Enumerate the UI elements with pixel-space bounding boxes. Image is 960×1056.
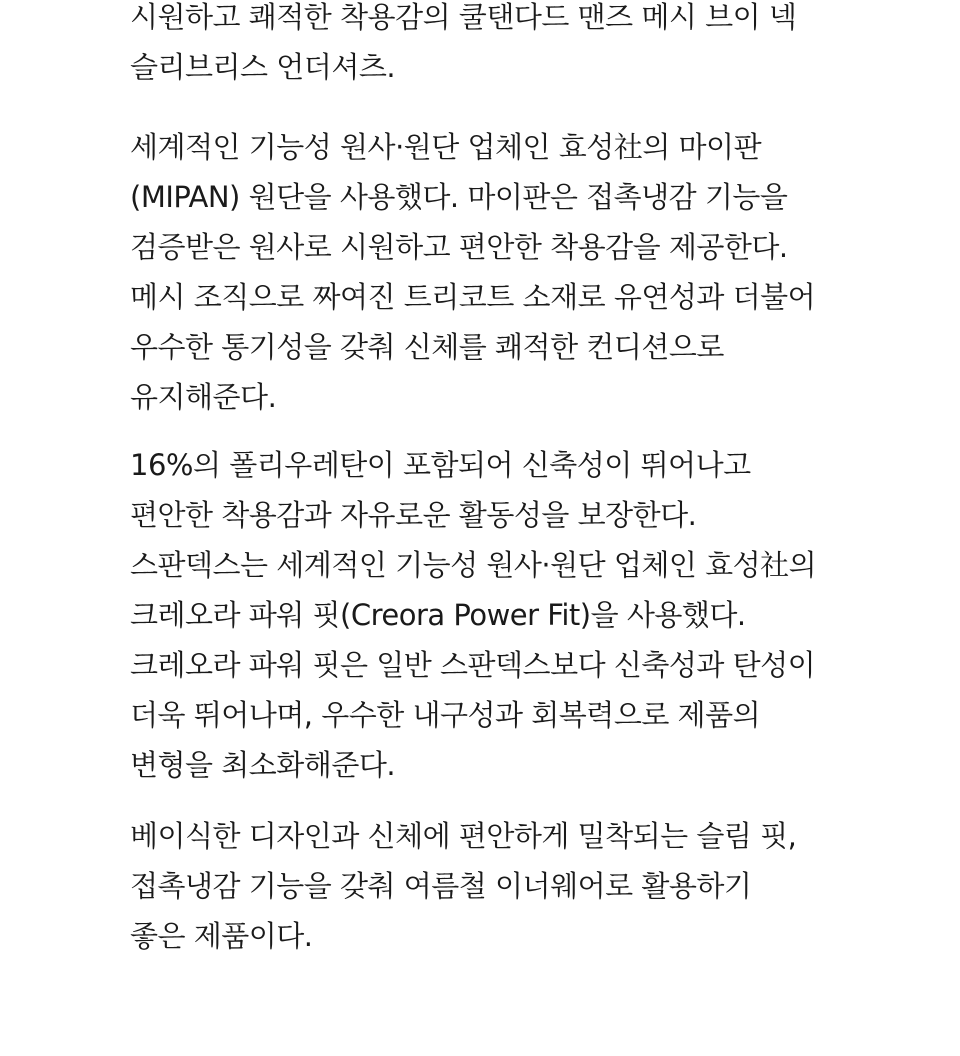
text-line: 편안한 착용감과 자유로운 활동성을 보장한다.	[130, 498, 697, 532]
text-line: 더욱 뛰어나며, 우수한 내구성과 회복력으로 제품의	[130, 698, 761, 732]
text-line: 슬리브리스 언더셔츠.	[130, 50, 396, 84]
text-line: 세계적인 기능성 원사·원단 업체인 효성社의 마이판	[130, 130, 762, 164]
text-line: (MIPAN) 원단을 사용했다. 마이판은 접촉냉감 기능을	[130, 180, 788, 214]
text-line: 베이식한 디자인과 신체에 편안하게 밀착되는 슬림 핏,	[130, 819, 797, 853]
fit-paragraph	[130, 811, 796, 961]
text-line: 메시 조직으로 짜여진 트리코트 소재로 유연성과 더불어	[130, 280, 816, 314]
fabric-paragraph	[130, 122, 815, 422]
stretch-paragraph	[130, 440, 816, 790]
text-line: 크레오라 파워 핏(Creora Power Fit)을 사용했다.	[130, 598, 746, 632]
text-line: 우수한 통기성을 갖춰 신체를 쾌적한 컨디션으로	[130, 330, 724, 364]
intro-paragraph	[130, 0, 796, 92]
text-line: 검증받은 원사로 시원하고 편안한 착용감을 제공한다.	[130, 230, 788, 264]
text-line: 16%의 폴리우레탄이 포함되어 신축성이 뛰어나고	[130, 448, 751, 482]
text-line: 유지해준다.	[130, 380, 277, 414]
text-line: 크레오라 파워 핏은 일반 스판덱스보다 신축성과 탄성이	[130, 648, 816, 682]
text-line: 좋은 제품이다.	[130, 919, 313, 953]
text-line: 접촉냉감 기능을 갖춰 여름철 이너웨어로 활용하기	[130, 869, 752, 903]
text-line: 변형을 최소화해준다.	[130, 748, 396, 782]
text-line: 스판덱스는 세계적인 기능성 원사·원단 업체인 효성社의	[130, 548, 817, 582]
text-line: 시원하고 쾌적한 착용감의 쿨탠다드 맨즈 메시 브이 넥	[130, 0, 797, 34]
